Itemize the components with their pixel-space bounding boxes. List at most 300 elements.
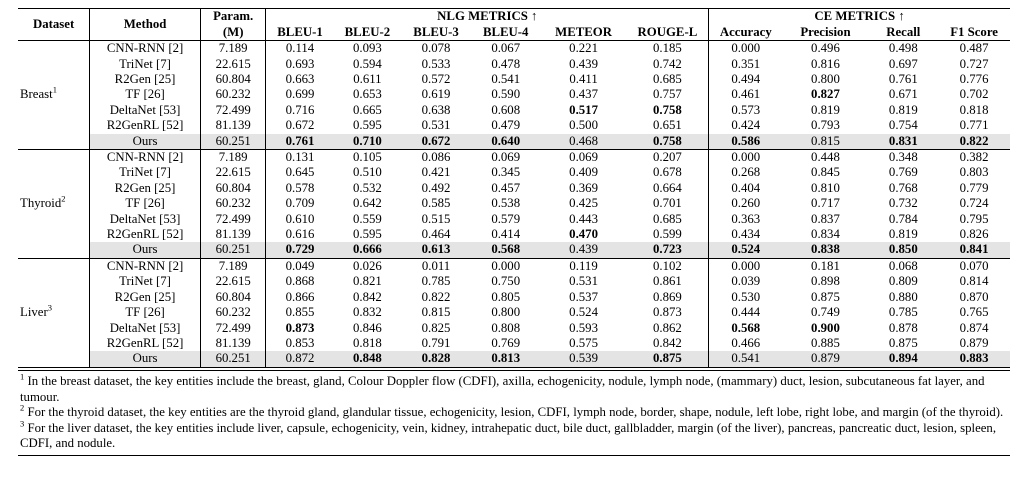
param-cell: 81.139	[200, 118, 266, 133]
param-cell: 60.804	[200, 290, 266, 305]
recall-cell: 0.785	[888, 305, 918, 320]
precision-cell: 0.837	[811, 211, 840, 226]
bleu-1-cell: 0.761	[266, 134, 334, 150]
header-param-unit: (M)	[200, 25, 266, 41]
f1-score-cell: 0.879	[959, 335, 989, 350]
bleu-2-cell: 0.821	[352, 274, 382, 289]
results-table-figure	[18, 8, 1010, 456]
accuracy-cell: 0.586	[709, 134, 783, 150]
param-cell: 72.499	[200, 321, 266, 336]
method-cell: DeltaNet [53]	[90, 321, 201, 336]
bleu-1-cell: 0.729	[266, 242, 334, 258]
recall-cell: 0.348	[888, 150, 918, 165]
bleu-1-cell: 0.114	[285, 41, 315, 56]
recall-cell: 0.761	[888, 72, 918, 87]
bleu-4-cell: 0.457	[491, 180, 521, 195]
meteor-cell: 0.593	[569, 320, 598, 335]
bleu-1-cell: 0.693	[285, 56, 315, 71]
method-cell: CNN-RNN [2]	[90, 258, 201, 274]
accuracy-cell: 0.268	[731, 165, 761, 180]
accuracy-cell: 0.494	[731, 72, 761, 87]
recall-cell: 0.754	[888, 118, 918, 133]
precision-cell: 0.815	[782, 134, 868, 150]
method-cell: TriNet [7]	[90, 274, 201, 289]
precision-cell: 0.834	[811, 227, 840, 242]
bleu-2-cell: 0.832	[352, 305, 382, 320]
precision-cell: 0.827	[811, 87, 840, 102]
bleu-3-cell: 0.815	[421, 305, 451, 320]
meteor-cell: 0.537	[569, 289, 598, 304]
precision-cell: 0.879	[782, 351, 868, 367]
f1-score-cell: 0.818	[959, 102, 989, 117]
bleu-3-cell: 0.822	[421, 289, 451, 304]
bleu-4-cell: 0.590	[491, 87, 521, 102]
bleu-4-cell: 0.568	[471, 242, 541, 258]
f1-score-cell: 0.776	[959, 72, 989, 87]
bleu-3-cell: 0.619	[421, 87, 451, 102]
f1-score-cell: 0.822	[938, 134, 1010, 150]
bleu-3-cell: 0.515	[421, 211, 451, 226]
bleu-4-cell: 0.750	[491, 274, 521, 289]
accuracy-cell: 0.351	[731, 56, 761, 71]
f1-score-cell: 0.870	[959, 289, 989, 304]
bleu-4-cell: 0.478	[491, 56, 521, 71]
bleu-1-cell: 0.699	[285, 87, 315, 102]
bleu-3-cell: 0.492	[421, 180, 451, 195]
precision-cell: 0.448	[811, 150, 840, 165]
table-row-ours	[18, 351, 1010, 367]
param-cell: 72.499	[200, 103, 266, 118]
bleu-3-cell: 0.825	[421, 320, 451, 335]
bleu-1-cell: 0.716	[285, 102, 315, 117]
header-f1-score: F1 Score	[938, 25, 1010, 41]
bleu-1-cell: 0.610	[285, 211, 315, 226]
recall-cell: 0.697	[888, 56, 918, 71]
precision-cell: 0.885	[811, 335, 840, 350]
dataset-label	[18, 258, 90, 367]
header-bleu-4: BLEU-4	[471, 25, 541, 41]
bleu-3-cell: 0.572	[421, 72, 451, 87]
meteor-cell: 0.468	[541, 134, 627, 150]
bleu-4-cell: 0.813	[471, 351, 541, 367]
results-table	[18, 9, 1010, 367]
rouge-l-cell: 0.723	[627, 242, 709, 258]
table-row	[18, 87, 1010, 102]
table-row	[18, 274, 1010, 289]
header-accuracy: Accuracy	[709, 25, 783, 41]
rouge-l-cell: 0.742	[627, 57, 709, 72]
table-row	[18, 196, 1010, 211]
precision-cell: 0.816	[811, 56, 840, 71]
header-dataset: Dataset	[18, 9, 90, 40]
rouge-l-cell: 0.685	[627, 72, 709, 87]
footnote-text: In the breast dataset, the key entities include the breast, gland, Colour Doppler flow (CDFI), axilla, echogenicity, nodule, lymph node, (mammary) duct, lesion, subcutaneous fat layer, and tumour.	[20, 373, 985, 404]
bleu-1-cell: 0.663	[285, 72, 315, 87]
method-cell: R2GenRL [52]	[90, 118, 201, 133]
bleu-1-cell: 0.873	[285, 320, 315, 335]
param-cell: 60.804	[200, 72, 266, 87]
recall-cell: 0.819	[888, 102, 918, 117]
param-cell: 60.251	[200, 242, 266, 258]
rouge-l-cell: 0.664	[627, 181, 709, 196]
bleu-4-cell: 0.808	[491, 320, 521, 335]
accuracy-cell: 0.404	[731, 180, 761, 195]
header-recall: Recall	[868, 25, 938, 41]
method-cell: R2Gen [25]	[90, 290, 201, 305]
accuracy-cell: 0.444	[731, 305, 761, 320]
meteor-cell: 0.539	[541, 351, 627, 367]
footnote-text: For the thyroid dataset, the key entities are the thyroid gland, glandular tissue, echogenicity, lesion, CDFI, lymph node, border, shape, nodule, left lobe, right lobe, and margin (of the thyroid).	[24, 405, 1004, 420]
recall-cell: 0.875	[888, 335, 918, 350]
method-cell: DeltaNet [53]	[90, 212, 201, 227]
rouge-l-cell: 0.758	[627, 103, 709, 118]
table-head	[18, 9, 1010, 40]
precision-cell: 0.800	[811, 72, 840, 87]
bleu-4-cell: 0.069	[491, 150, 521, 165]
bleu-3-cell: 0.086	[421, 150, 451, 165]
f1-score-cell: 0.883	[938, 351, 1010, 367]
table-row	[18, 212, 1010, 227]
bleu-3-cell: 0.638	[421, 102, 451, 117]
bleu-2-cell: 0.532	[352, 180, 382, 195]
recall-cell: 0.768	[888, 180, 918, 195]
recall-cell: 0.809	[888, 274, 918, 289]
footnotes	[18, 371, 1010, 452]
bleu-2-cell: 0.026	[352, 258, 382, 273]
bleu-1-cell: 0.672	[285, 118, 315, 133]
meteor-cell: 0.443	[569, 211, 598, 226]
meteor-cell: 0.439	[541, 242, 627, 258]
recall-cell: 0.068	[888, 258, 918, 273]
param-cell: 81.139	[200, 336, 266, 351]
bleu-4-cell: 0.579	[491, 211, 521, 226]
dataset-footnote-marker: 1	[52, 85, 57, 96]
accuracy-cell: 0.573	[731, 102, 761, 117]
param-cell: 81.139	[200, 227, 266, 242]
table-row-ours	[18, 242, 1010, 258]
method-cell: CNN-RNN [2]	[90, 41, 201, 57]
table-row	[18, 57, 1010, 72]
rouge-l-cell: 0.861	[627, 274, 709, 289]
method-cell: R2Gen [25]	[90, 181, 201, 196]
table-row	[18, 72, 1010, 87]
bleu-2-cell: 0.666	[334, 242, 402, 258]
accuracy-cell: 0.039	[731, 274, 761, 289]
meteor-cell: 0.069	[569, 150, 598, 165]
precision-cell: 0.819	[811, 102, 840, 117]
bleu-2-cell: 0.848	[334, 351, 402, 367]
dataset-label	[18, 150, 90, 259]
meteor-cell: 0.119	[569, 258, 598, 273]
dataset-name: Thyroid	[20, 196, 62, 211]
bleu-4-cell: 0.000	[491, 258, 521, 273]
rouge-l-cell: 0.678	[627, 165, 709, 180]
precision-cell: 0.793	[811, 118, 840, 133]
meteor-cell: 0.517	[569, 102, 598, 117]
bleu-2-cell: 0.642	[352, 196, 382, 211]
f1-score-cell: 0.826	[959, 227, 989, 242]
footnote	[20, 402, 1008, 421]
meteor-cell: 0.531	[569, 274, 598, 289]
bleu-3-cell: 0.672	[401, 134, 471, 150]
bleu-2-cell: 0.842	[352, 289, 382, 304]
rouge-l-cell: 0.685	[627, 212, 709, 227]
precision-cell: 0.898	[811, 274, 840, 289]
param-cell: 60.251	[200, 351, 266, 367]
bleu-4-cell: 0.640	[471, 134, 541, 150]
precision-cell: 0.749	[811, 305, 840, 320]
param-cell: 60.251	[200, 134, 266, 150]
rouge-l-cell: 0.701	[627, 196, 709, 211]
bleu-4-cell: 0.769	[491, 335, 521, 350]
method-cell: TriNet [7]	[90, 165, 201, 180]
meteor-cell: 0.524	[569, 305, 598, 320]
dataset-name: Breast	[20, 87, 53, 102]
bleu-2-cell: 0.093	[352, 41, 382, 56]
rouge-l-cell: 0.651	[627, 118, 709, 133]
meteor-cell: 0.425	[569, 196, 598, 211]
method-cell: DeltaNet [53]	[90, 103, 201, 118]
bleu-3-cell: 0.785	[421, 274, 451, 289]
precision-cell: 0.496	[811, 41, 840, 56]
bleu-1-cell: 0.616	[285, 227, 315, 242]
bleu-2-cell: 0.611	[353, 72, 382, 87]
accuracy-cell: 0.434	[731, 227, 761, 242]
f1-score-cell: 0.702	[959, 87, 989, 102]
f1-score-cell: 0.070	[959, 258, 989, 273]
recall-cell: 0.831	[868, 134, 938, 150]
footnote-marker: 2	[20, 402, 25, 413]
bleu-2-cell: 0.595	[352, 118, 382, 133]
bleu-4-cell: 0.479	[491, 118, 521, 133]
bleu-1-cell: 0.645	[285, 165, 315, 180]
bleu-4-cell: 0.800	[491, 305, 521, 320]
recall-cell: 0.894	[868, 351, 938, 367]
footnote-marker: 3	[20, 418, 25, 429]
method-cell: R2GenRL [52]	[90, 336, 201, 351]
meteor-cell: 0.439	[569, 56, 598, 71]
bleu-4-cell: 0.805	[491, 289, 521, 304]
bleu-2-cell: 0.105	[352, 150, 382, 165]
bleu-2-cell: 0.595	[352, 227, 382, 242]
param-cell: 22.615	[200, 165, 266, 180]
bleu-2-cell: 0.559	[352, 211, 382, 226]
bleu-2-cell: 0.818	[352, 335, 382, 350]
precision-cell: 0.838	[782, 242, 868, 258]
header-rouge-l: ROUGE-L	[627, 25, 709, 41]
recall-cell: 0.850	[868, 242, 938, 258]
meteor-cell: 0.470	[569, 227, 598, 242]
bleu-2-cell: 0.594	[352, 56, 382, 71]
bleu-3-cell: 0.828	[401, 351, 471, 367]
rouge-l-cell: 0.869	[627, 290, 709, 305]
f1-score-cell: 0.765	[959, 305, 989, 320]
bleu-1-cell: 0.872	[266, 351, 334, 367]
bleu-1-cell: 0.855	[285, 305, 315, 320]
f1-score-cell: 0.803	[959, 165, 989, 180]
recall-cell: 0.769	[888, 165, 918, 180]
bleu-4-cell: 0.345	[491, 165, 521, 180]
bleu-2-cell: 0.665	[352, 102, 382, 117]
accuracy-cell: 0.530	[731, 289, 761, 304]
meteor-cell: 0.411	[569, 72, 598, 87]
f1-score-cell: 0.841	[938, 242, 1010, 258]
f1-score-cell: 0.771	[959, 118, 989, 133]
table-row	[18, 165, 1010, 180]
table-row	[18, 181, 1010, 196]
bleu-2-cell: 0.846	[352, 320, 382, 335]
accuracy-cell: 0.000	[731, 150, 761, 165]
param-cell: 60.232	[200, 305, 266, 320]
f1-score-cell: 0.382	[959, 150, 989, 165]
method-cell: TF [26]	[90, 196, 201, 211]
table-row	[18, 150, 1010, 166]
method-cell: TF [26]	[90, 305, 201, 320]
bleu-3-cell: 0.464	[421, 227, 451, 242]
f1-score-cell: 0.814	[959, 274, 989, 289]
recall-cell: 0.498	[888, 41, 918, 56]
method-cell: TriNet [7]	[90, 57, 201, 72]
table-row	[18, 41, 1010, 57]
footnote-marker: 1	[20, 371, 25, 382]
method-cell: Ours	[90, 134, 201, 150]
accuracy-cell: 0.466	[731, 335, 761, 350]
header-meteor: METEOR	[541, 25, 627, 41]
method-cell: Ours	[90, 242, 201, 258]
recall-cell: 0.878	[888, 320, 918, 335]
precision-cell: 0.717	[811, 196, 840, 211]
bleu-4-cell: 0.608	[491, 102, 521, 117]
param-cell: 60.804	[200, 181, 266, 196]
bleu-1-cell: 0.709	[285, 196, 315, 211]
table-row	[18, 321, 1010, 336]
bleu-2-cell: 0.510	[352, 165, 382, 180]
bleu-1-cell: 0.131	[285, 150, 315, 165]
bleu-3-cell: 0.791	[421, 335, 451, 350]
dataset-name: Liver	[20, 305, 48, 320]
dataset-label	[18, 41, 90, 150]
header-bleu-3: BLEU-3	[401, 25, 471, 41]
method-cell: TF [26]	[90, 87, 201, 102]
dataset-footnote-marker: 3	[47, 302, 52, 313]
recall-cell: 0.819	[888, 227, 918, 242]
footnote	[20, 371, 1008, 405]
bleu-1-cell: 0.853	[285, 335, 315, 350]
param-cell: 7.189	[200, 150, 266, 166]
footnote-rule	[18, 455, 1010, 456]
header-nlg-metrics: NLG METRICS ↑	[266, 9, 709, 24]
accuracy-cell: 0.363	[731, 211, 761, 226]
meteor-cell: 0.221	[569, 41, 598, 56]
table-row-ours	[18, 134, 1010, 150]
param-cell: 60.232	[200, 87, 266, 102]
param-cell: 7.189	[200, 41, 266, 57]
accuracy-cell: 0.541	[709, 351, 783, 367]
precision-cell: 0.900	[811, 320, 840, 335]
precision-cell: 0.810	[811, 180, 840, 195]
footnote	[20, 418, 1008, 452]
accuracy-cell: 0.424	[731, 118, 761, 133]
bleu-3-cell: 0.078	[421, 41, 451, 56]
meteor-cell: 0.409	[569, 165, 598, 180]
footnote-text: For the liver dataset, the key entities include liver, capsule, echogenicity, vein, kidney, intrahepatic duct, bile duct, gallbladder, margin (of the liver), pancreas, pancreatic duct, lesion, spleen, CDFI, and nodule.	[20, 420, 997, 451]
table-row	[18, 290, 1010, 305]
precision-cell: 0.181	[811, 258, 840, 273]
accuracy-cell: 0.000	[731, 41, 761, 56]
recall-cell: 0.784	[888, 211, 918, 226]
table-row	[18, 227, 1010, 242]
bleu-4-cell: 0.067	[491, 41, 521, 56]
method-cell: Ours	[90, 351, 201, 367]
rouge-l-cell: 0.758	[627, 134, 709, 150]
bleu-3-cell: 0.613	[401, 242, 471, 258]
accuracy-cell: 0.524	[709, 242, 783, 258]
rouge-l-cell: 0.599	[627, 227, 709, 242]
precision-cell: 0.875	[811, 289, 840, 304]
table-body	[18, 41, 1010, 368]
table-row	[18, 118, 1010, 133]
accuracy-cell: 0.000	[731, 258, 761, 273]
param-cell: 72.499	[200, 212, 266, 227]
rouge-l-cell: 0.842	[627, 336, 709, 351]
rouge-l-cell: 0.875	[627, 351, 709, 367]
accuracy-cell: 0.568	[731, 320, 761, 335]
f1-score-cell: 0.779	[959, 180, 989, 195]
bleu-3-cell: 0.585	[421, 196, 451, 211]
accuracy-cell: 0.260	[731, 196, 761, 211]
f1-score-cell: 0.487	[959, 41, 989, 56]
table-row	[18, 258, 1010, 274]
param-cell: 7.189	[200, 258, 266, 274]
header-bleu-2: BLEU-2	[334, 25, 402, 41]
rouge-l-cell: 0.873	[627, 305, 709, 320]
meteor-cell: 0.500	[569, 118, 598, 133]
f1-score-cell: 0.724	[959, 196, 989, 211]
method-cell: CNN-RNN [2]	[90, 150, 201, 166]
bleu-1-cell: 0.868	[285, 274, 315, 289]
method-cell: R2Gen [25]	[90, 72, 201, 87]
bleu-3-cell: 0.421	[421, 165, 451, 180]
header-precision: Precision	[782, 25, 868, 41]
meteor-cell: 0.575	[569, 335, 598, 350]
header-bleu-1: BLEU-1	[266, 25, 334, 41]
rouge-l-cell: 0.207	[627, 150, 709, 166]
header-method: Method	[90, 9, 201, 40]
param-cell: 60.232	[200, 196, 266, 211]
rouge-l-cell: 0.185	[627, 41, 709, 57]
method-cell: R2GenRL [52]	[90, 227, 201, 242]
recall-cell: 0.732	[888, 196, 918, 211]
precision-cell: 0.845	[811, 165, 840, 180]
recall-cell: 0.671	[888, 87, 918, 102]
table-row	[18, 305, 1010, 320]
bleu-1-cell: 0.049	[285, 258, 315, 273]
bleu-2-cell: 0.710	[334, 134, 402, 150]
bleu-3-cell: 0.531	[421, 118, 451, 133]
accuracy-cell: 0.461	[731, 87, 761, 102]
bleu-2-cell: 0.653	[352, 87, 382, 102]
bleu-4-cell: 0.414	[491, 227, 521, 242]
bleu-4-cell: 0.541	[491, 72, 521, 87]
recall-cell: 0.880	[888, 289, 918, 304]
rouge-l-cell: 0.757	[627, 87, 709, 102]
f1-score-cell: 0.874	[959, 320, 989, 335]
bleu-3-cell: 0.011	[421, 258, 451, 273]
bleu-1-cell: 0.866	[285, 289, 315, 304]
param-cell: 22.615	[200, 274, 266, 289]
f1-score-cell: 0.727	[959, 56, 989, 71]
header-ce-metrics: CE METRICS ↑	[814, 9, 905, 24]
